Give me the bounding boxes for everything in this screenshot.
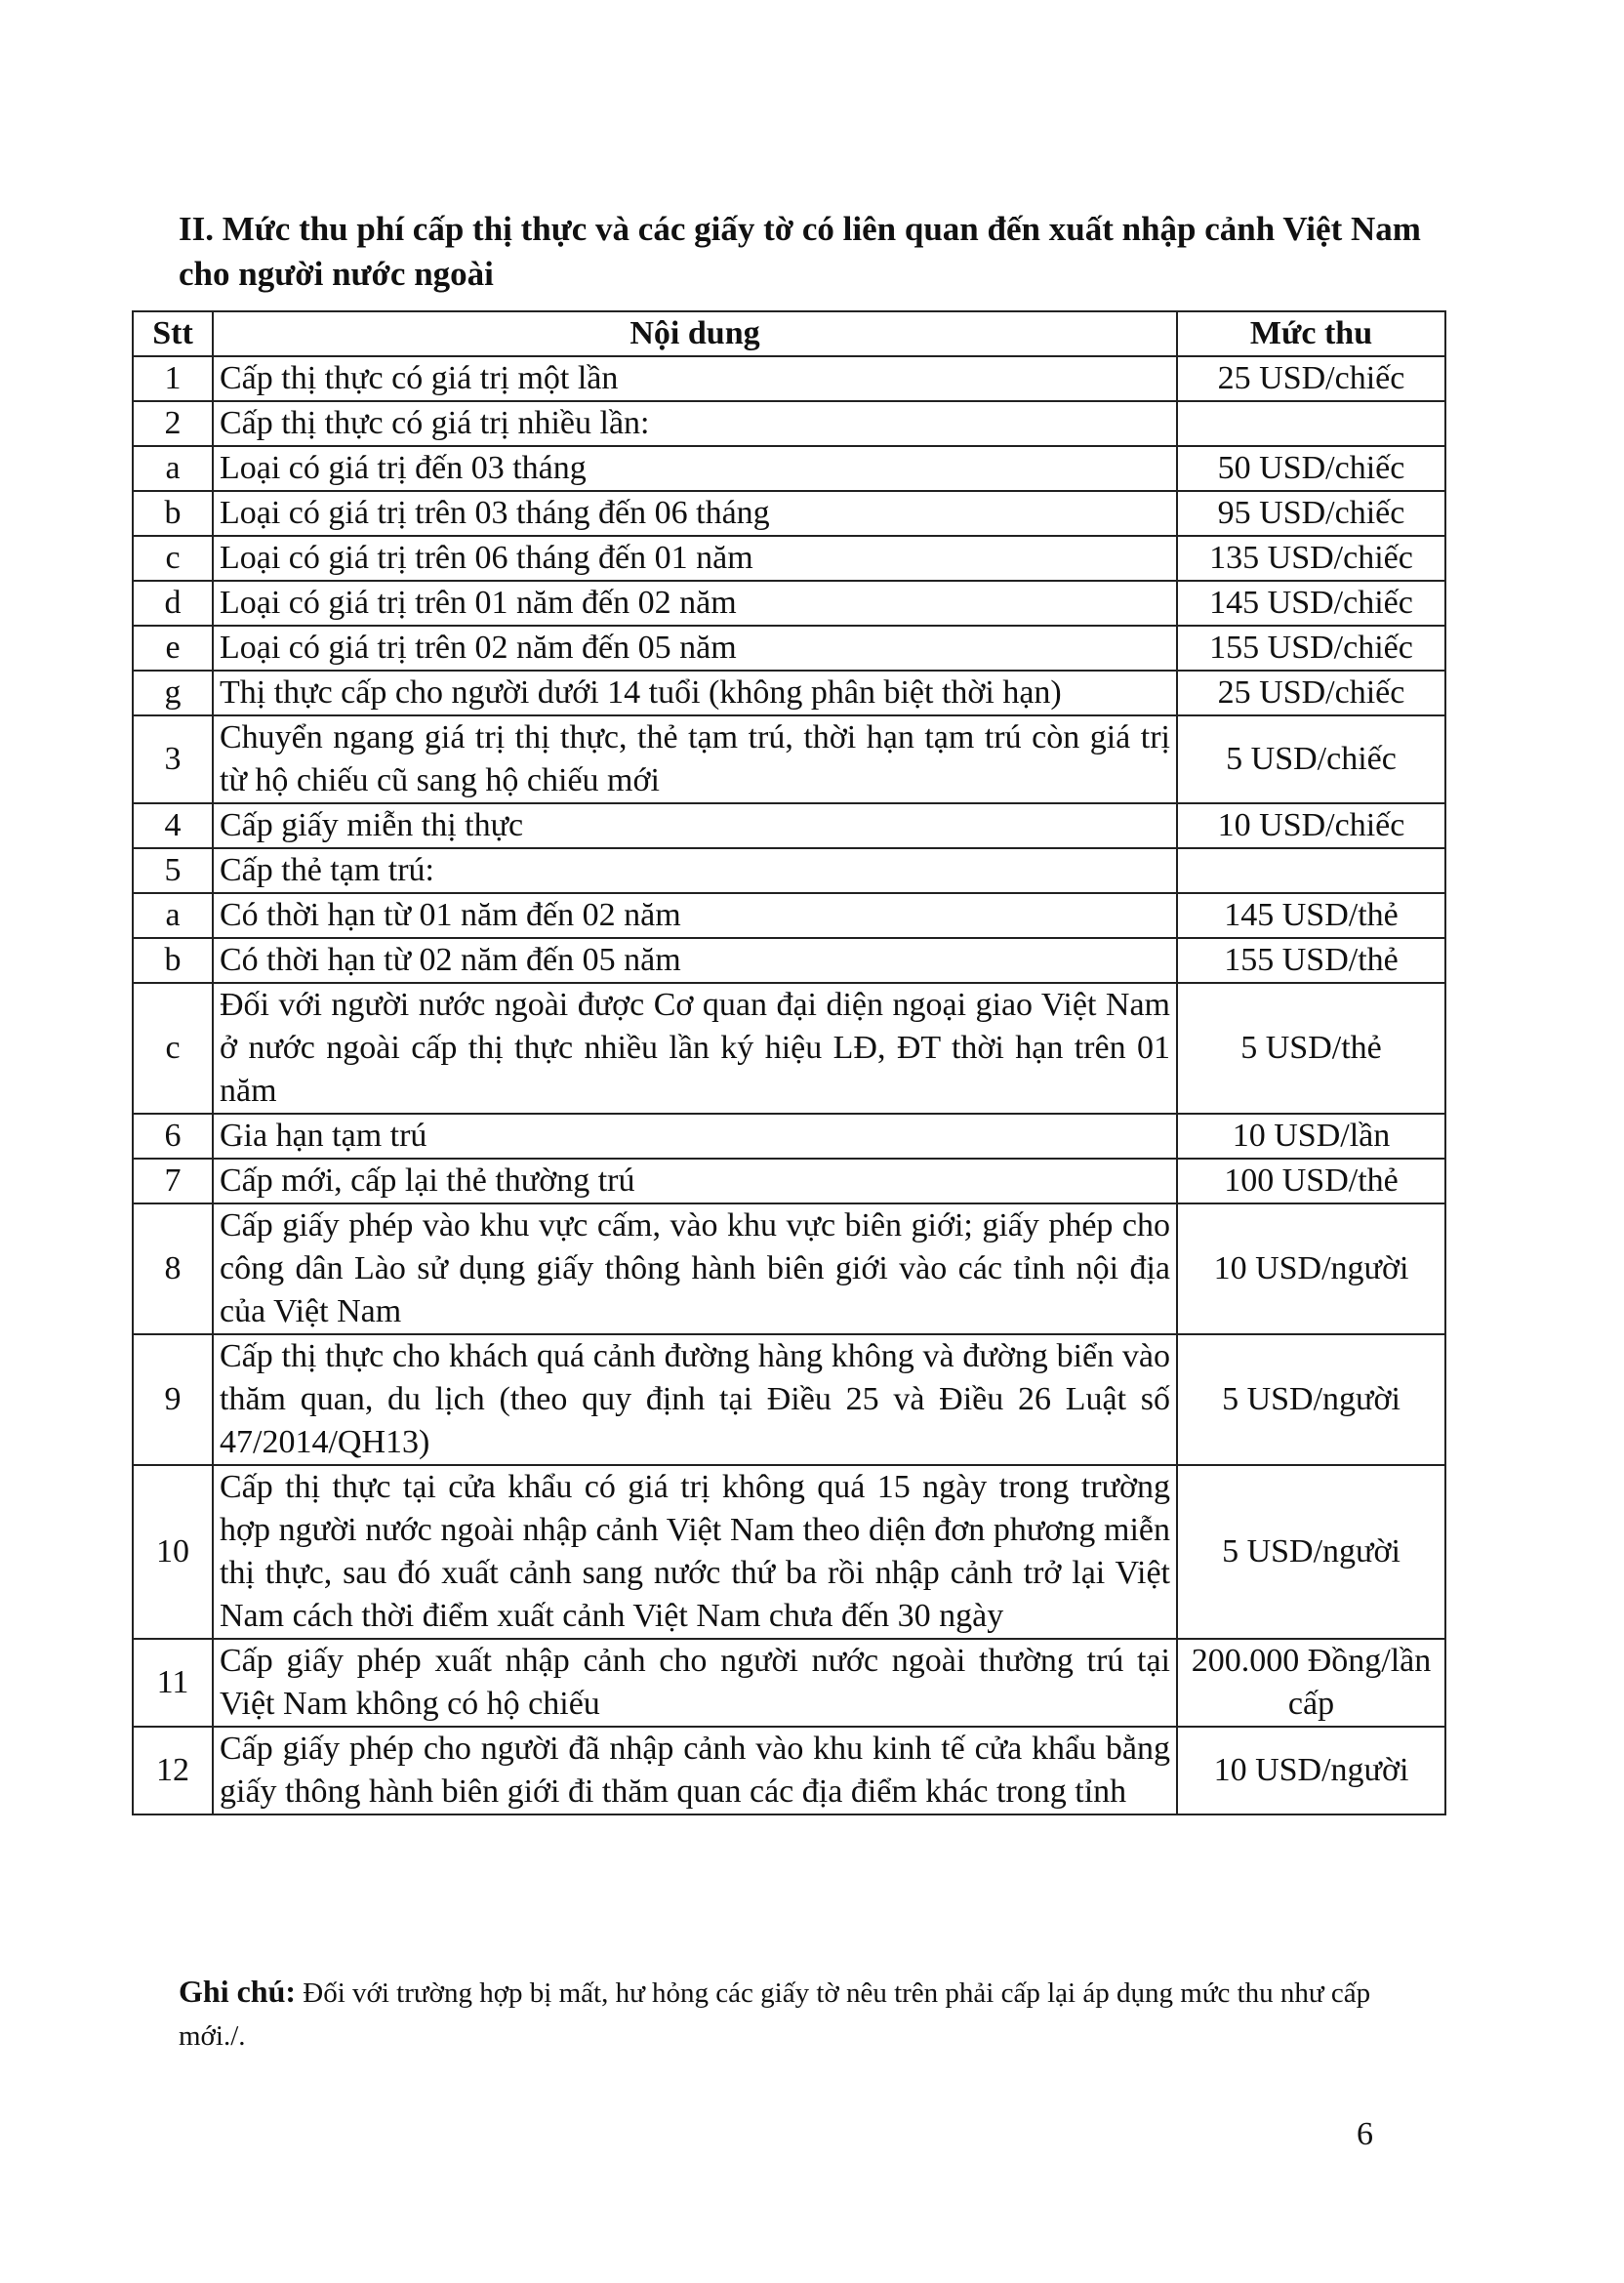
row-fee-cell: 135 USD/chiếc bbox=[1177, 536, 1445, 581]
row-fee-cell: 100 USD/thẻ bbox=[1177, 1159, 1445, 1203]
row-number-cell: 7 bbox=[133, 1159, 213, 1203]
table-row bbox=[133, 1159, 1445, 1203]
row-fee-cell: 10 USD/lần bbox=[1177, 1114, 1445, 1159]
footnote-label: Ghi chú: bbox=[179, 1974, 297, 2009]
row-content-cell: Cấp mới, cấp lại thẻ thường trú bbox=[213, 1159, 1177, 1203]
table-row bbox=[133, 671, 1445, 715]
row-content-cell: Cấp giấy phép cho người đã nhập cảnh vào khu kinh tế cửa khẩu bằng giấy thông hành biên giới đi thăm quan các địa điểm khác trong tỉnh bbox=[213, 1727, 1177, 1814]
table-row bbox=[133, 893, 1445, 938]
section-heading: II. Mức thu phí cấp thị thực và các giấy tờ có liên quan đến xuất nhập cảnh Việt Nam cho người nước ngoài bbox=[179, 210, 1421, 293]
footnote-text: Đối với trường hợp bị mất, hư hỏng các giấy tờ nêu trên phải cấp lại áp dụng mức thu như cấp mới./. bbox=[179, 1977, 1371, 2052]
row-content-cell: Cấp thị thực tại cửa khẩu có giá trị không quá 15 ngày trong trường hợp người nước ngoài nhập cảnh Việt Nam theo diện đơn phương miễn thị thực, sau đó xuất cảnh sang nước thứ ba rồi nhập cảnh trở lại Việt Nam cách thời điểm xuất cảnh Việt Nam chưa đến 30 ngày bbox=[213, 1465, 1177, 1639]
header-stt: Stt bbox=[133, 311, 213, 356]
row-number-cell: 2 bbox=[133, 401, 213, 446]
row-number-cell: 1 bbox=[133, 356, 213, 401]
row-content-cell: Loại có giá trị trên 06 tháng đến 01 năm bbox=[213, 536, 1177, 581]
table-row bbox=[133, 1203, 1445, 1334]
table-row bbox=[133, 983, 1445, 1114]
row-content-cell: Cấp giấy miễn thị thực bbox=[213, 803, 1177, 848]
row-number-cell: b bbox=[133, 491, 213, 536]
footnote bbox=[179, 1970, 1408, 2058]
table-row bbox=[133, 1334, 1445, 1465]
row-fee-cell: 50 USD/chiếc bbox=[1177, 446, 1445, 491]
row-content-cell: Cấp thị thực cho khách quá cảnh đường hàng không và đường biển vào thăm quan, du lịch (theo quy định tại Điều 25 và Điều 26 Luật số 47/2014/QH13) bbox=[213, 1334, 1177, 1465]
row-fee-cell: 10 USD/người bbox=[1177, 1727, 1445, 1814]
row-number-cell: c bbox=[133, 983, 213, 1114]
row-number-cell: 12 bbox=[133, 1727, 213, 1814]
table-row bbox=[133, 1465, 1445, 1639]
row-content-cell: Cấp thẻ tạm trú: bbox=[213, 848, 1177, 893]
table-row bbox=[133, 536, 1445, 581]
row-fee-cell: 200.000 Đồng/lần cấp bbox=[1177, 1639, 1445, 1727]
table-row bbox=[133, 715, 1445, 803]
table-row bbox=[133, 446, 1445, 491]
table-row bbox=[133, 938, 1445, 983]
row-fee-cell: 155 USD/thẻ bbox=[1177, 938, 1445, 983]
row-fee-cell bbox=[1177, 848, 1445, 893]
row-content-cell: Có thời hạn từ 02 năm đến 05 năm bbox=[213, 938, 1177, 983]
row-number-cell: e bbox=[133, 626, 213, 671]
row-fee-cell: 145 USD/thẻ bbox=[1177, 893, 1445, 938]
row-fee-cell: 5 USD/người bbox=[1177, 1465, 1445, 1639]
row-number-cell: 5 bbox=[133, 848, 213, 893]
table-row bbox=[133, 626, 1445, 671]
table-row bbox=[133, 401, 1445, 446]
row-content-cell: Loại có giá trị trên 03 tháng đến 06 tháng bbox=[213, 491, 1177, 536]
row-content-cell: Loại có giá trị trên 02 năm đến 05 năm bbox=[213, 626, 1177, 671]
table-header-row bbox=[133, 311, 1445, 356]
row-fee-cell bbox=[1177, 401, 1445, 446]
header-content: Nội dung bbox=[213, 311, 1177, 356]
row-fee-cell: 25 USD/chiếc bbox=[1177, 356, 1445, 401]
row-number-cell: c bbox=[133, 536, 213, 581]
row-number-cell: g bbox=[133, 671, 213, 715]
row-number-cell: b bbox=[133, 938, 213, 983]
row-number-cell: 3 bbox=[133, 715, 213, 803]
row-number-cell: a bbox=[133, 893, 213, 938]
table-row bbox=[133, 491, 1445, 536]
row-content-cell: Đối với người nước ngoài được Cơ quan đại diện ngoại giao Việt Nam ở nước ngoài cấp thị thực nhiều lần ký hiệu LĐ, ĐT thời hạn trên 01 năm bbox=[213, 983, 1177, 1114]
header-fee: Mức thu bbox=[1177, 311, 1445, 356]
row-content-cell: Gia hạn tạm trú bbox=[213, 1114, 1177, 1159]
row-number-cell: 10 bbox=[133, 1465, 213, 1639]
row-content-cell: Có thời hạn từ 01 năm đến 02 năm bbox=[213, 893, 1177, 938]
table-row bbox=[133, 1639, 1445, 1727]
row-number-cell: d bbox=[133, 581, 213, 626]
row-number-cell: 4 bbox=[133, 803, 213, 848]
table-body bbox=[133, 356, 1445, 1814]
row-number-cell: 6 bbox=[133, 1114, 213, 1159]
row-fee-cell: 10 USD/chiếc bbox=[1177, 803, 1445, 848]
row-number-cell: 11 bbox=[133, 1639, 213, 1727]
row-number-cell: a bbox=[133, 446, 213, 491]
row-content-cell: Cấp giấy phép xuất nhập cảnh cho người nước ngoài thường trú tại Việt Nam không có hộ chiếu bbox=[213, 1639, 1177, 1727]
row-number-cell: 8 bbox=[133, 1203, 213, 1334]
row-content-cell: Thị thực cấp cho người dưới 14 tuổi (không phân biệt thời hạn) bbox=[213, 671, 1177, 715]
table-row bbox=[133, 581, 1445, 626]
row-fee-cell: 5 USD/người bbox=[1177, 1334, 1445, 1465]
row-fee-cell: 145 USD/chiếc bbox=[1177, 581, 1445, 626]
row-number-cell: 9 bbox=[133, 1334, 213, 1465]
table-row bbox=[133, 848, 1445, 893]
row-content-cell: Loại có giá trị đến 03 tháng bbox=[213, 446, 1177, 491]
table-row bbox=[133, 356, 1445, 401]
row-content-cell: Cấp thị thực có giá trị nhiều lần: bbox=[213, 401, 1177, 446]
row-fee-cell: 10 USD/người bbox=[1177, 1203, 1445, 1334]
row-fee-cell: 155 USD/chiếc bbox=[1177, 626, 1445, 671]
row-fee-cell: 5 USD/chiếc bbox=[1177, 715, 1445, 803]
table-row bbox=[133, 1727, 1445, 1814]
row-fee-cell: 95 USD/chiếc bbox=[1177, 491, 1445, 536]
page-number: 6 bbox=[1357, 2116, 1373, 2152]
table-row bbox=[133, 1114, 1445, 1159]
row-fee-cell: 25 USD/chiếc bbox=[1177, 671, 1445, 715]
row-content-cell: Chuyển ngang giá trị thị thực, thẻ tạm trú, thời hạn tạm trú còn giá trị từ hộ chiếu cũ sang hộ chiếu mới bbox=[213, 715, 1177, 803]
row-content-cell: Cấp thị thực có giá trị một lần bbox=[213, 356, 1177, 401]
row-content-cell: Loại có giá trị trên 01 năm đến 02 năm bbox=[213, 581, 1177, 626]
table-row bbox=[133, 803, 1445, 848]
row-fee-cell: 5 USD/thẻ bbox=[1177, 983, 1445, 1114]
row-content-cell: Cấp giấy phép vào khu vực cấm, vào khu vực biên giới; giấy phép cho công dân Lào sử dụng giấy thông hành biên giới vào các tỉnh nội địa của Việt Nam bbox=[213, 1203, 1177, 1334]
fee-table bbox=[132, 310, 1446, 1815]
